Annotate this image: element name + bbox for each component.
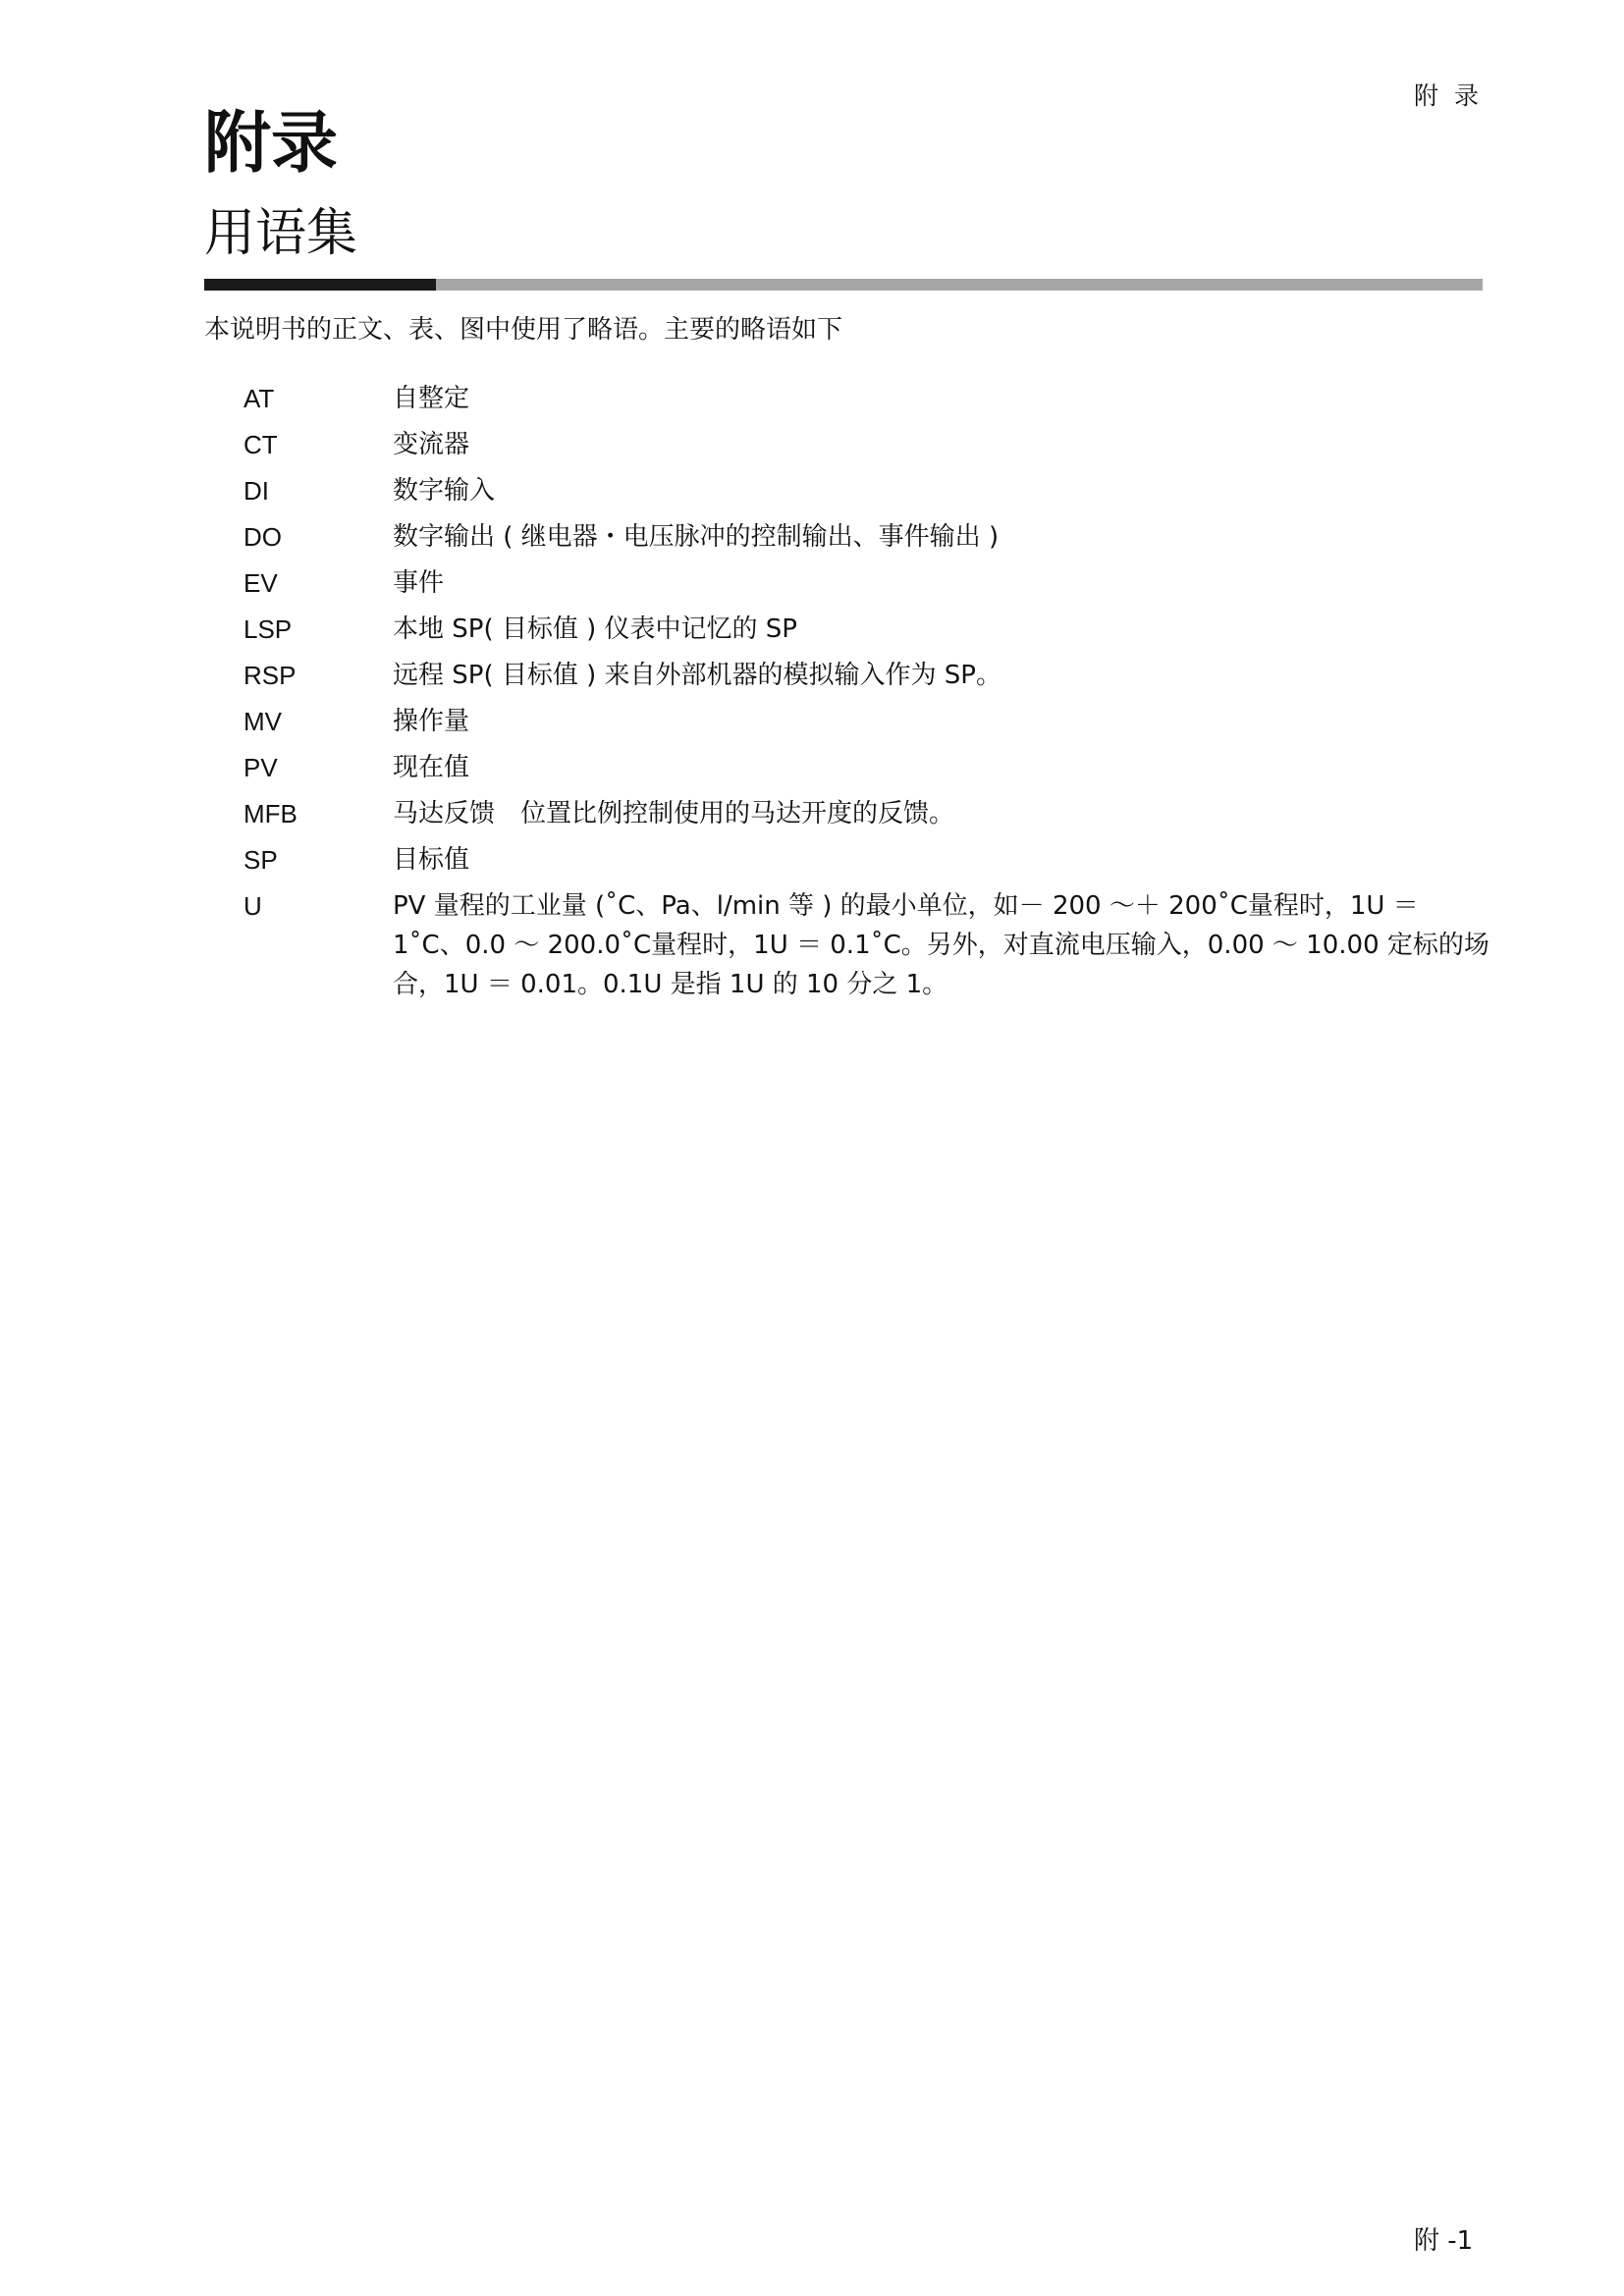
running-header: 附 录 <box>1414 81 1483 110</box>
glossary-row <box>244 425 1490 464</box>
glossary-definition: 操作量 <box>393 707 470 736</box>
glossary-row <box>244 610 1490 649</box>
glossary-abbr: DI <box>244 476 269 506</box>
glossary-definition: 数字输出 ( 继电器・电压脉冲的控制输出、事件输出 ) <box>393 522 1000 552</box>
glossary-definition: 事件 <box>393 568 445 598</box>
glossary-definition: 本地 SP( 目标值 ) 仪表中记忆的 SP <box>393 614 797 644</box>
glossary-row <box>244 748 1490 787</box>
glossary-row <box>244 702 1490 741</box>
glossary-abbr: U <box>244 891 262 921</box>
glossary-definition: 数字输入 <box>393 476 496 506</box>
page-number: 附 -1 <box>1414 2226 1474 2256</box>
glossary-abbr: MFB <box>244 799 298 828</box>
glossary-row <box>244 794 1490 833</box>
glossary-abbr: RSP <box>244 661 297 690</box>
glossary-abbr: LSP <box>244 614 293 644</box>
glossary-row <box>244 563 1490 603</box>
glossary-abbr: AT <box>244 384 275 413</box>
glossary-row <box>244 471 1490 510</box>
glossary-definition: 自整定 <box>393 384 470 413</box>
glossary-abbr: DO <box>244 522 282 552</box>
glossary-row <box>244 379 1490 418</box>
glossary-definition: 马达反馈 位置比例控制使用的马达开度的反馈。 <box>393 799 955 828</box>
chapter-title: 附录 <box>204 105 339 183</box>
glossary-abbr: MV <box>244 707 282 736</box>
glossary-definition: 目标值 <box>393 845 470 875</box>
glossary-definition: 现在值 <box>393 753 470 782</box>
glossary-row <box>244 886 1490 1004</box>
glossary-row <box>244 840 1490 880</box>
glossary-definition: 远程 SP( 目标值 ) 来自外部机器的模拟输入作为 SP。 <box>393 661 1001 690</box>
glossary-abbr: CT <box>244 430 278 459</box>
title-rule <box>204 279 1483 291</box>
section-title: 用语集 <box>204 204 358 263</box>
glossary-definition: PV 量程的工业量 (˚C、Pa、l/min 等 ) 的最小单位，如－ 200 ～＋ 200˚C量程时，1U ＝ 1˚C、0.0 ～ 200.0˚C量程时，1U ＝ 0.1˚C。另外，对直流电压输入，0.00 ～ 10.00 定标的场合，1U ＝ 0.01。0.1U 是指 1U 的 10 分之 1。 <box>393 891 1489 999</box>
glossary-abbr: EV <box>244 568 278 598</box>
title-rule-accent <box>204 279 436 291</box>
glossary-abbr: SP <box>244 845 278 875</box>
glossary-list <box>244 379 1490 1011</box>
glossary-row <box>244 656 1490 695</box>
glossary-abbr: PV <box>244 753 278 782</box>
glossary-definition: 变流器 <box>393 430 470 459</box>
glossary-row <box>244 517 1490 557</box>
intro-text: 本说明书的正文、表、图中使用了略语。主要的略语如下 <box>204 315 843 345</box>
